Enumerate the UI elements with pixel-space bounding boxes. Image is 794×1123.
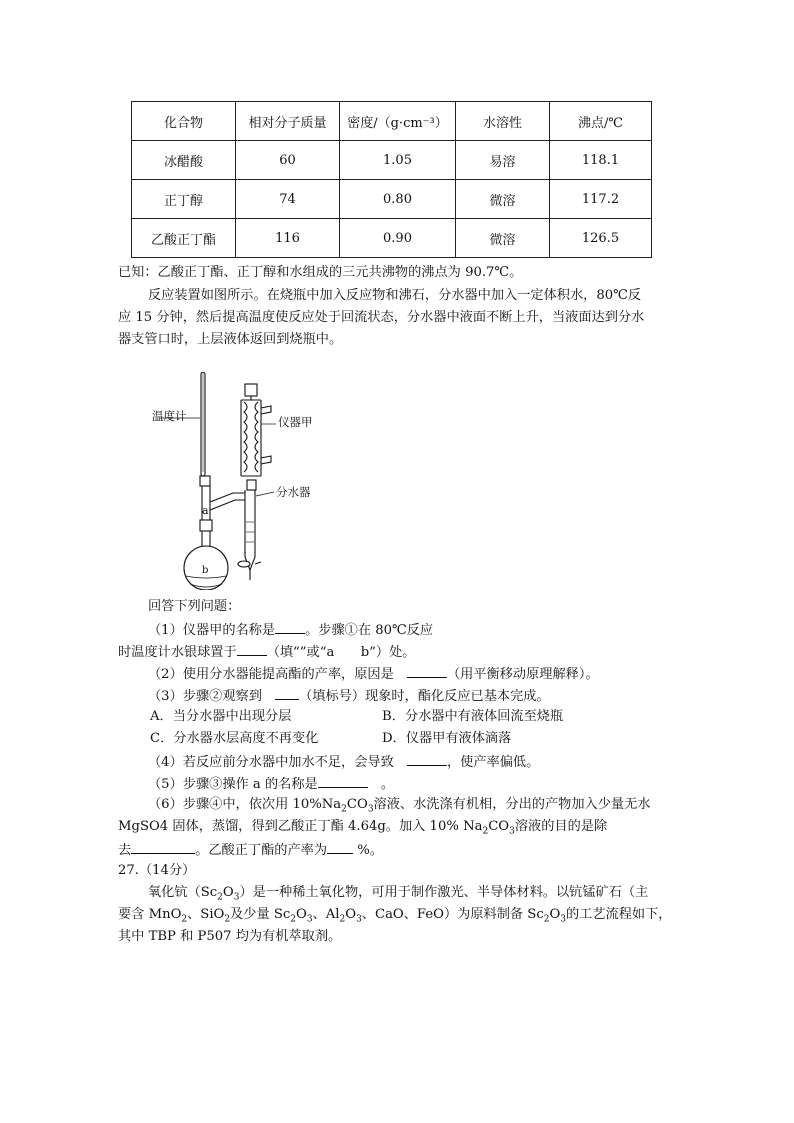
question-text: 。步骤①在 80℃反应 [305,623,434,638]
subscript: 3 [306,914,313,925]
question-text: （1）仪器甲的名称是 [148,623,276,638]
subscript: 3 [233,892,240,903]
question-text: （填标号）现象时，酯化反应已基本完成。 [299,689,550,704]
table-cell: 126.5 [550,219,652,258]
question-text: 的工艺流程如下， [566,907,672,922]
table-cell: 正丁醇 [132,180,236,219]
question-text: 。 [367,777,395,792]
question-text: （填“”或“a b”）处。 [266,645,416,660]
question-5 [148,774,394,794]
answer-blank [237,642,267,656]
question-text: 要含 MnO [118,907,182,922]
q27-line [148,884,648,907]
subscript: 2 [543,914,550,925]
question-text: CO [488,819,510,834]
table-row [132,180,652,219]
question-text: O [549,907,561,922]
question-text: O [222,885,234,900]
answer-blank [131,840,195,854]
subscript: 2 [224,914,231,925]
subscript: 2 [290,914,297,925]
table-cell: 乙酸正丁酯 [132,219,236,258]
para-line: 应 15 分钟，然后提高温度使反应处于回流状态，分水器中液面不断上升，当液面达到分水 [118,310,645,325]
table-cell: 冰醋酸 [132,141,236,180]
question-text: （4）若反应前分水器中加水不足，会导致 [148,755,407,770]
point-b-label: b [202,565,209,576]
table-cell: 118.1 [550,141,652,180]
table-cell: 116 [236,219,340,258]
question-text: ）是一种稀土氧化物，可用于制作激光、半导体材料。以钪锰矿石（主 [239,885,649,900]
point-a-label: a [202,504,209,517]
table-cell: 微溶 [456,219,550,258]
question-text: O [296,907,307,922]
subscript: 3 [367,804,374,815]
answer-blank [275,620,305,634]
properties-table [131,101,652,258]
question-text: （6）步骤④中，依次用 10%Na [148,797,342,812]
q27-line: 其中 TBP 和 P507 均为有机萃取剂。 [118,929,342,944]
question-text: MgSO4 固体，蒸馏，得到乙酸正丁酯 4.64g。加入 10% Na [118,819,483,834]
option-b: B．分水器中有液体回流至烧瓶 [382,709,564,724]
apparatus-diagram [140,372,340,590]
question-6 [148,796,650,819]
q27-line [118,906,672,929]
answer-blank [407,664,447,678]
option-a: A．当分水器中出现分层 [150,709,292,724]
table-row [132,141,652,180]
table-header: 水溶性 [456,102,550,141]
question-text: （3）步骤②观察到 [148,689,276,704]
question-text: 氧化钪（Sc [148,885,218,900]
answer-blank [327,840,353,854]
question-text: 、CaO、FeO）为原料制备 Sc [361,907,544,922]
table-cell: 1.05 [340,141,456,180]
question-text: 溶液、水洗涤有机相，分出的产物加入少量无水 [373,797,651,812]
question-2 [148,664,599,684]
question-text: 时温度计水银球置于 [118,645,237,660]
question-27-heading: 27.（14分） [118,863,196,878]
table-cell: 60 [236,141,340,180]
subscript: 2 [217,892,223,903]
subscript: 3 [509,826,515,837]
subscript: 2 [339,914,346,925]
question-text: CO [346,797,368,812]
question-text: 、Al [312,907,340,922]
table-cell: 0.90 [340,219,456,258]
subscript: 2 [181,914,188,925]
question-3 [148,686,550,706]
answer-blank [407,752,447,766]
table-header: 化合物 [132,102,236,141]
known-text: 已知：乙酸正丁酯、正丁醇和水组成的三元共沸物的沸点为 90.7℃。 [118,265,523,280]
table-row [132,219,652,258]
separator-label: 分水器 [276,485,311,499]
question-text: O [345,907,357,922]
question-6-cont [118,818,607,841]
question-text: 去 [118,843,132,858]
option-c: C．分水器水层高度不再变化 [150,731,319,746]
question-text: （5）步骤③操作 a 的名称是 [148,777,318,792]
questions-heading: 回答下列问题： [148,599,241,614]
question-1-cont [118,642,415,662]
question-text: （用平衡移动原理解释）。 [446,667,599,682]
table-header: 密度/（g·cm⁻³） [340,102,456,141]
question-text: %。 [353,843,383,858]
table-cell: 微溶 [456,180,550,219]
question-text: 。乙酸正丁酯的产率为 [195,843,328,858]
table-header-row [132,102,652,141]
table-header: 相对分子质量 [236,102,340,141]
table-cell: 74 [236,180,340,219]
answer-blank [275,686,299,700]
subscript: 2 [482,826,489,837]
question-1 [148,620,433,640]
table-header: 沸点/℃ [550,102,652,141]
subscript: 2 [341,804,347,815]
question-4 [148,752,539,772]
instrument-label: 仪器甲 [278,415,313,429]
para-line: 反应装置如图所示。在烧瓶中加入反应物和沸石，分水器中加入一定体积水，80℃反 [148,288,642,303]
question-text: （2）使用分水器能提高酯的产率，原因是 [148,667,407,682]
subscript: 3 [560,914,566,925]
option-d: D．仪器甲有液体滴落 [382,731,512,746]
question-text: ，使产率偏低。 [446,755,540,770]
subscript: 3 [356,914,362,925]
thermometer-label: 温度计 [152,409,187,423]
table-cell: 易溶 [456,141,550,180]
para-line: 器支管口时，上层液体返回到烧瓶中。 [118,332,343,347]
question-text: 及少量 Sc [230,907,291,922]
question-text: 、SiO [187,907,225,922]
answer-blank [318,774,368,788]
question-6-cont2 [118,840,383,860]
question-text: 溶液的目的是除 [514,819,608,834]
table-cell: 0.80 [340,180,456,219]
table-cell: 117.2 [550,180,652,219]
